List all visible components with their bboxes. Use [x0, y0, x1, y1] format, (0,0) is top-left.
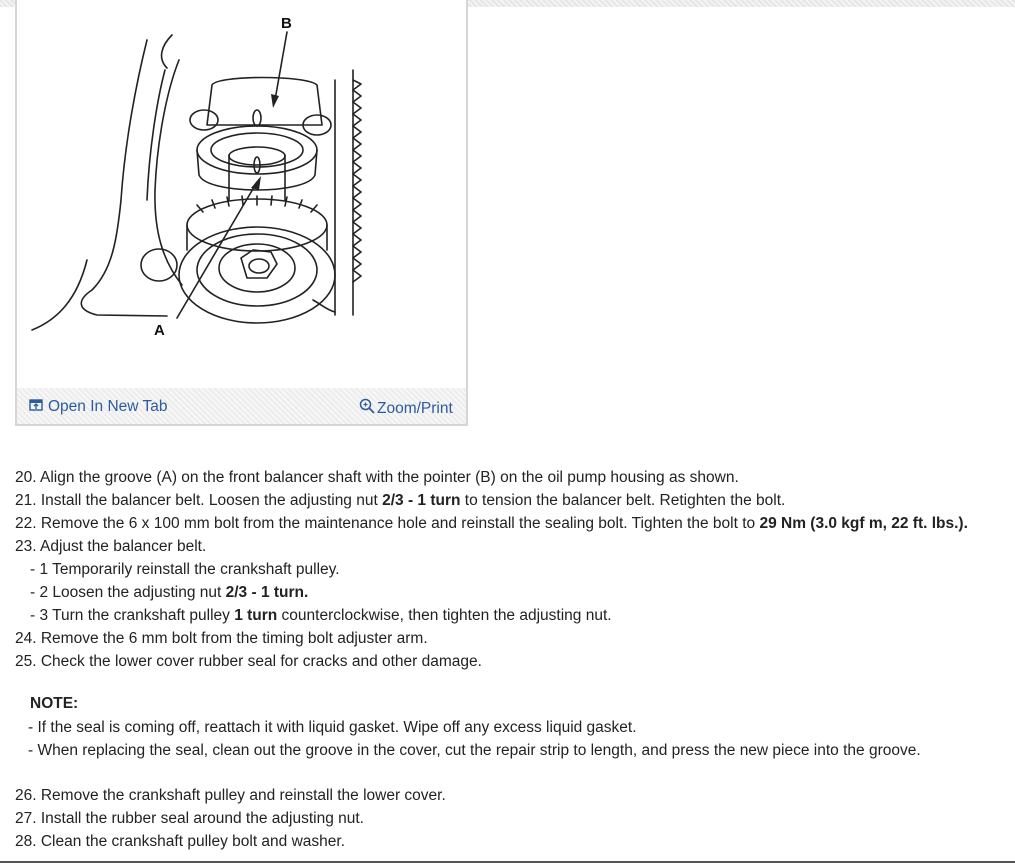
procedure-steps	[15, 466, 1005, 853]
step-27: 27. Install the rubber seal around the adjusting nut.	[15, 810, 364, 827]
callout-a: A	[154, 322, 165, 339]
new-tab-icon	[29, 398, 43, 416]
step-23-sub-3-text: - 3 Turn the crankshaft pulley	[30, 607, 235, 624]
zoom-print-link[interactable]	[359, 398, 453, 419]
open-in-new-tab-link[interactable]	[29, 398, 167, 416]
step-28: 28. Clean the crankshaft pulley bolt and washer.	[15, 833, 346, 850]
note-heading: NOTE:	[30, 695, 79, 712]
callout-b: B	[281, 15, 292, 32]
step-21-text-end: to tension the balancer belt. Retighten the bolt.	[460, 492, 786, 509]
step-20: 20. Align the groove (A) on the front balancer shaft with the pointer (B) on the oil pump housing as shown.	[15, 469, 739, 486]
step-22-text: 22. Remove the 6 x 100 mm bolt from the maintenance hole and reinstall the sealing bolt. Tighten the bolt to	[15, 515, 760, 532]
step-23-sub-3-emphasis: 1 turn	[234, 607, 278, 624]
step-21-text: 21. Install the balancer belt. Loosen the adjusting nut	[15, 492, 383, 509]
figure-toolbar	[17, 388, 466, 424]
step-21	[15, 489, 1005, 512]
step-23-sub-1: - 1 Temporarily reinstall the crankshaft pulley.	[30, 561, 340, 578]
figure-panel	[15, 0, 468, 426]
step-25: 25. Check the lower cover rubber seal for cracks and other damage.	[15, 653, 482, 670]
magnifier-icon	[359, 398, 375, 419]
note-item-2: - When replacing the seal, clean out the groove in the cover, cut the repair strip to length, and press the new piece into the groove.	[28, 742, 921, 759]
step-23-sub-2	[15, 581, 1005, 604]
step-23-sub-2-emphasis: 2/3 - 1 turn.	[225, 584, 309, 601]
step-23-sub-3-text-end: counterclockwise, then tighten the adjusting nut.	[277, 607, 612, 624]
step-22	[15, 512, 1005, 535]
spacer	[15, 673, 1005, 691]
zoom-print-label: Zoom/Print	[377, 399, 453, 417]
balancer-shaft-diagram	[17, 0, 466, 388]
step-23-sub-2-text: - 2 Loosen the adjusting nut	[30, 584, 226, 601]
spacer	[15, 762, 1005, 784]
step-23-sub-3	[15, 604, 1005, 627]
note-item-1: - If the seal is coming off, reattach it with liquid gasket. Wipe off any excess liquid gasket.	[28, 719, 637, 736]
step-23: 23. Adjust the balancer belt.	[15, 538, 207, 555]
step-22-torque: 29 Nm (3.0 kgf m, 22 ft. lbs.).	[759, 515, 968, 532]
step-26: 26. Remove the crankshaft pulley and reinstall the lower cover.	[15, 787, 446, 804]
open-in-new-tab-label: Open In New Tab	[48, 398, 168, 415]
step-21-emphasis: 2/3 - 1 turn	[382, 492, 461, 509]
step-24: 24. Remove the 6 mm bolt from the timing bolt adjuster arm.	[15, 630, 428, 647]
